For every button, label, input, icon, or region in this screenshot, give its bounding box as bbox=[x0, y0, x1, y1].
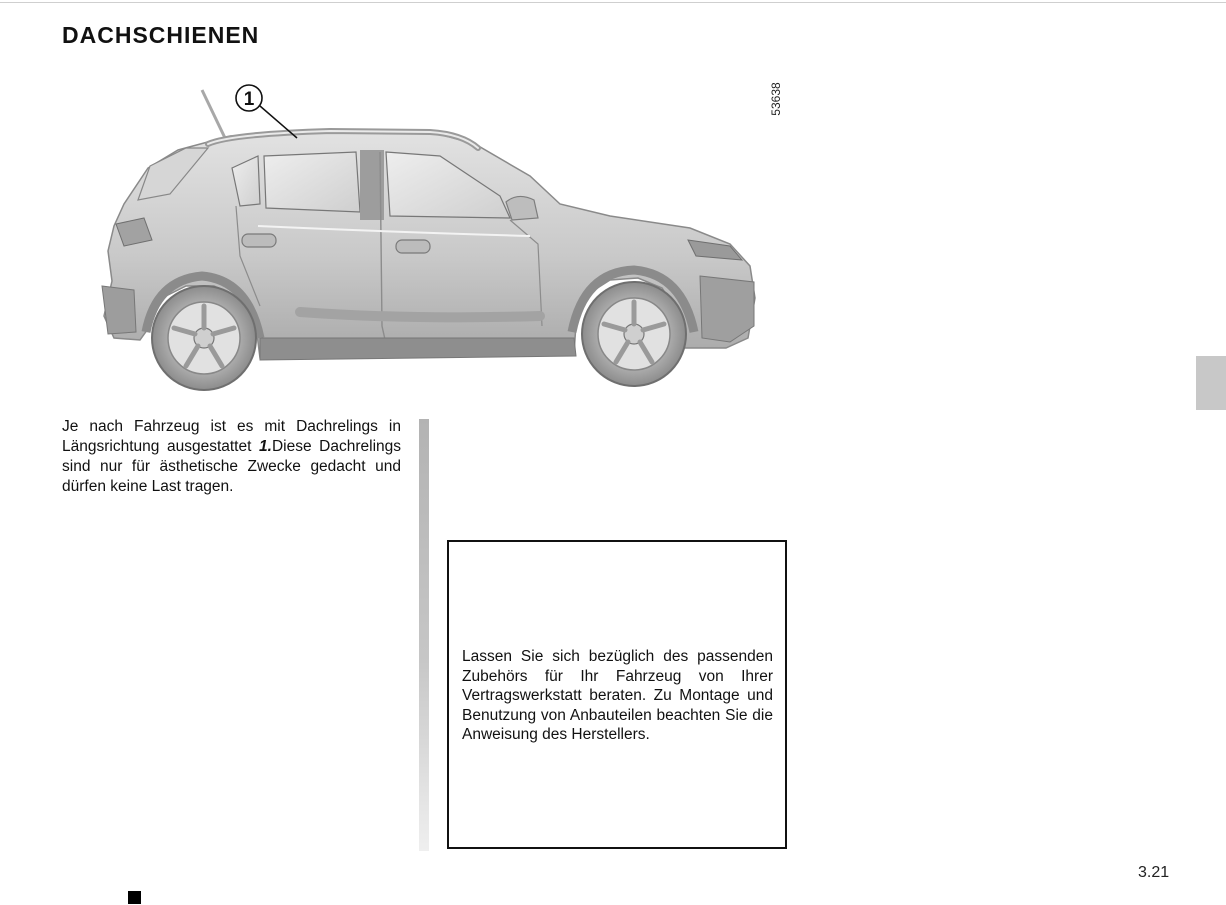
section-title: DACHSCHIENEN bbox=[62, 22, 260, 48]
note-text: Lassen Sie sich bezüglich des passenden Zubehörs für Ihr Fahrzeug von Ihrer Vertragswerkstatt beraten. Zu Montage und Benutzung von Anbauteilen beachten Sie die Anweisung des Herstellers. bbox=[462, 648, 773, 743]
rear-bumper bbox=[102, 286, 136, 334]
item-reference: 1. bbox=[259, 438, 272, 455]
body-text-after: Diese Dachrelings sind nur für ästhetische Zwecke gedacht und dürfen keine Last tragen. bbox=[62, 438, 401, 495]
antenna bbox=[202, 90, 225, 138]
page-number: 3.21 bbox=[1138, 864, 1170, 881]
front-door-handle bbox=[396, 240, 430, 253]
figure-code-text: 53638 bbox=[769, 82, 783, 116]
callout-label: 1 bbox=[243, 89, 255, 110]
rear-door-handle bbox=[242, 234, 276, 247]
body-text-before: Je nach Fahrzeug ist es mit Dachrelings in Längsrichtung ausgestattet bbox=[62, 418, 401, 455]
note-box bbox=[447, 540, 787, 849]
section-end-mark bbox=[128, 891, 141, 904]
side-sill bbox=[260, 338, 576, 360]
body-paragraph bbox=[62, 417, 401, 497]
column-side-bar bbox=[419, 419, 429, 851]
side-mirror bbox=[506, 196, 538, 220]
chapter-tab-marker bbox=[1196, 356, 1226, 410]
front-wheel bbox=[582, 282, 686, 386]
rear-door-window bbox=[264, 152, 360, 212]
rear-wheel bbox=[152, 286, 256, 390]
top-rule bbox=[0, 2, 1226, 3]
car-roof-rails-illustration bbox=[90, 76, 790, 401]
